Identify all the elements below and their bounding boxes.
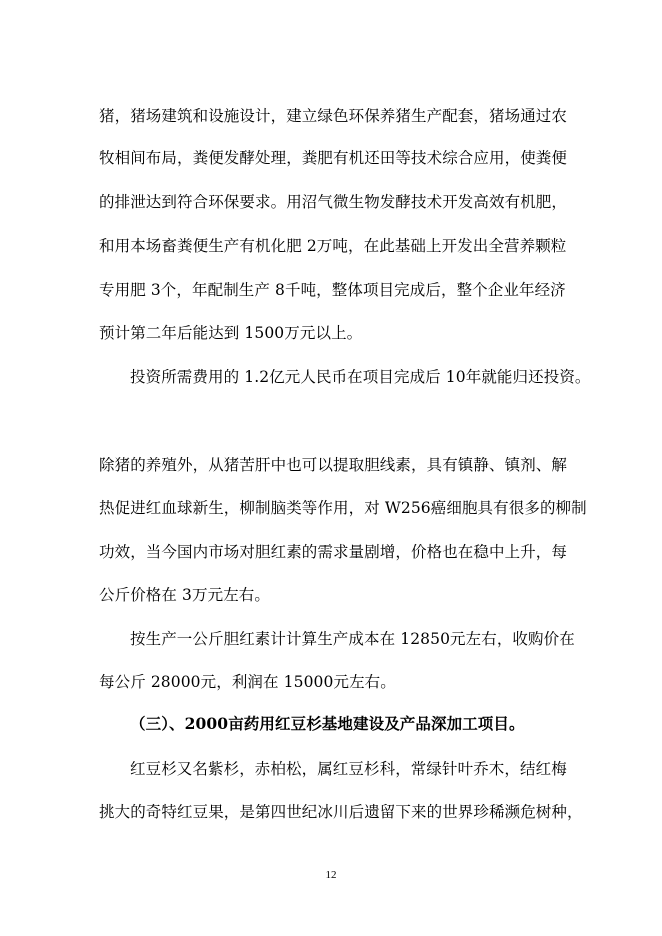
text-line-11: 公斤价格在 3万元左右。 (99, 586, 270, 604)
text-line-6: 预计第二年后能达到 1500万元以上。 (99, 324, 363, 342)
text-line-10: 功效，当今国内市场对胆红素的需求量剧增，价格也在稳中上升，每 (99, 543, 568, 561)
text-line-5: 专用肥 3个，年配制生产 8千吨，整体项目完成后，整个企业年经济 (99, 281, 566, 299)
text-line-9: 热促进红血球新生，柳制脑类等作用，对 W256癌细胞具有很多的柳制 (99, 499, 587, 517)
text-line-16: 挑大的奇特红豆果，是第四世纪冰川后遗留下来的世界珍稀濒危树种， (99, 803, 583, 821)
text-line-7: 投资所需费用的 1.2亿元人民币在项目完成后 10年就能归还投资。 (130, 368, 591, 386)
section-heading: （三）、2000亩药用红豆杉基地建设及产品深加工项目。 (130, 714, 525, 733)
text-line-1: 猪，猪场建筑和设施设计，建立绿色环保养猪生产配套，猪场通过农 (99, 107, 568, 125)
text-line-15: 红豆杉又名紫杉，赤柏松，属红豆杉科，常绿针叶乔木，结红梅 (130, 760, 567, 778)
text-line-2: 牧相间布局，粪便发酵处理，粪肥有机还田等技术综合应用，使粪便 (99, 149, 568, 167)
text-line-12: 按生产一公斤胆红素计计算生产成本在 12850元左右，收购价在 (130, 630, 575, 648)
text-line-13: 每公斤 28000元，利润在 15000元左右。 (99, 673, 396, 691)
text-line-8: 除猪的养殖外，从猪苦肝中也可以提取胆线素，具有镇静、镇剂、解 (99, 456, 568, 474)
text-line-3: 的排泄达到符合环保要求。用沼气微生物发酵技术开发高效有机肥， (99, 193, 568, 211)
text-line-4: 和用本场畜粪便生产有机化肥 2万吨，在此基础上开发出全营养颗粒 (99, 237, 567, 255)
page-number: 12 (325, 869, 337, 881)
